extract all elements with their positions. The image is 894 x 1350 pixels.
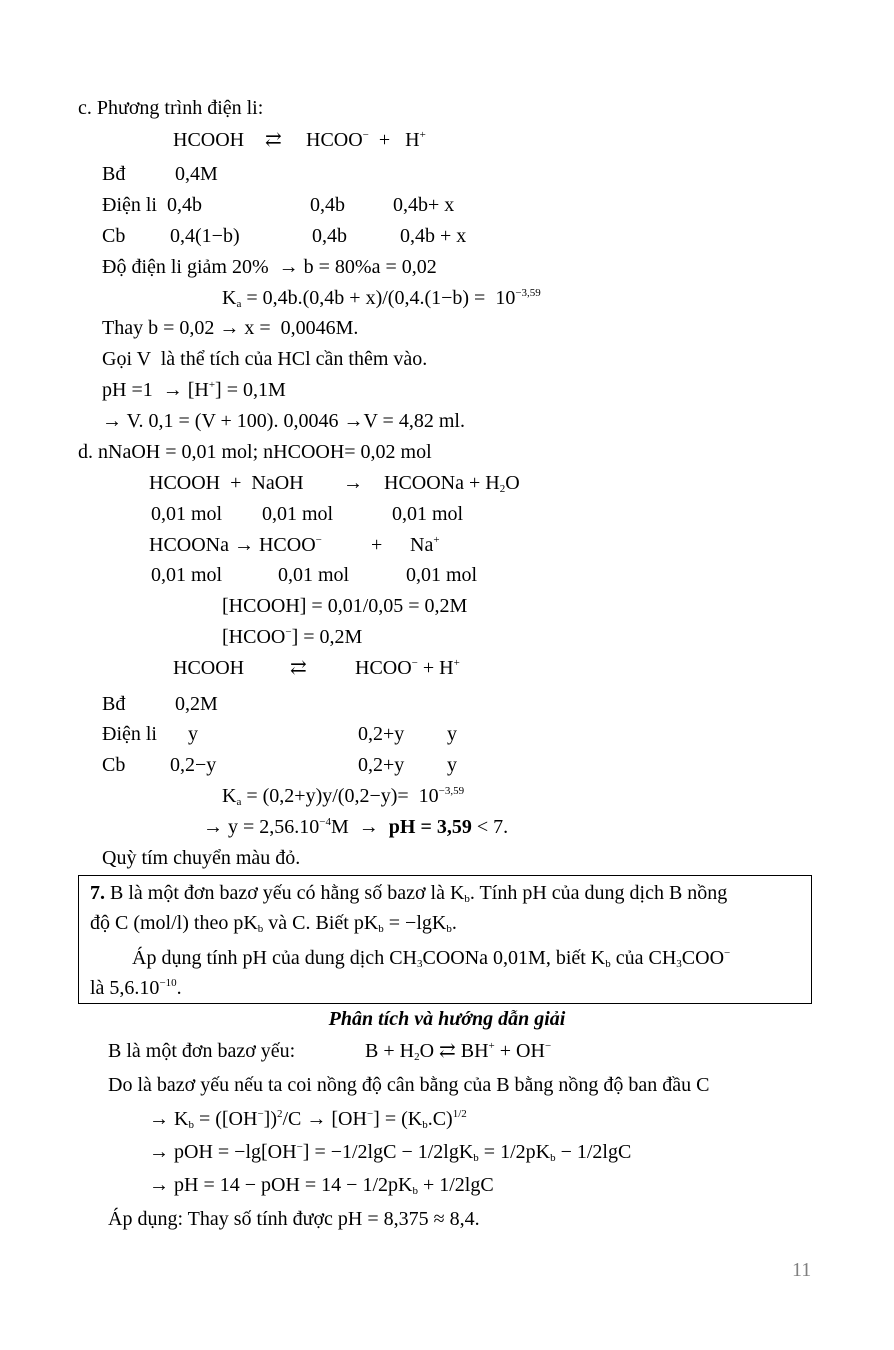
ka-formula: $K_a = (0,2+y)y/(0,2-y)= 10^{-3,59}$ [222,785,465,808]
row-ionized: Điện li 0,4b 0,4b 0,4b+ x [102,194,455,216]
text-line: Áp dụng: Thay số tính được pH = 8,375 ≈ 8,4. [108,1208,480,1230]
ka-formula: $K_a = 0,4b.(0,4b + x)/(0,4.(1-b) = 10^{-3,59}$ [222,287,541,310]
row-ionized: Điện li y 0,2+y y [102,723,457,745]
formula-line: → pOH = $-\lg[OH^-] = -1/2\lg C - 1/2\lg K_b = 1/2pK_b - 1/2\lg C$ [149,1141,632,1164]
part-d-heading: d. nNaOH = 0,01 mol; nHCOOH= 0,02 mol [78,441,432,463]
text-line: Quỳ tím chuyển màu đỏ. [102,847,301,869]
solution-title: Phân tích và hướng dẫn giải [328,1008,566,1030]
row-moles: 0,01 mol 0,01 mol 0,01 mol [151,503,464,525]
formula-line: → $K_b = ([OH^-])^2/C \to [OH^-] = (K_b.C)^{1/2}$ [149,1108,467,1131]
ph-result: → $y = 2,56.10^{-4}M$ → pH = 3,59 < 7. [203,816,509,838]
text-line: Thay b = 0,02 → x = 0,0046M. [102,317,359,339]
problem-7-line: là $5,6.10^{-10}$. [90,977,182,999]
row-initial: Bđ 0,4M [102,163,218,185]
problem-7-line: Áp dụng tính pH của dung dịch $CH_3COONa$ 0,01M, biết $K_b$ của $CH_3COO^-$ [132,947,731,970]
equation-neutralization: HCOOH + NaOH → HCOONa + $H_2O$ [149,472,520,495]
text-line: [HCOOH] = 0,01/0,05 = 0,2M [222,595,468,617]
text-line: Độ điện li giảm 20% → b = 80%a = 0,02 [102,256,437,278]
problem-7-line: 7. B là một đơn bazơ yếu có hằng số bazơ là $K_b$. Tính pH của dung dịch B nồng [90,882,728,905]
text-line: pH =1 → [H+] = 0,1M [102,379,286,401]
part-c-heading: c. Phương trình điện li: [78,97,264,119]
formula-line: → pH = 14 − pOH = $14 - 1/2pK_b + 1/2\lg C$ [149,1174,494,1197]
equation-ionization-2: HCOOH ⇄ HCOO− + H+ [173,657,460,679]
text-line: → V. 0,1 = (V + 100). 0,0046 →V = 4,82 ml. [102,410,465,432]
row-equilibrium: Cb 0,2−y 0,2+y y [102,754,457,776]
equation-dissociation: HCOONa → HCOO− + Na+ [149,534,440,556]
text-line: B là một đơn bazơ yếu: $B + H_2O$ ⇄ BH+ + OH− [108,1040,552,1063]
text-line: Do là bazơ yếu nếu ta coi nồng độ cân bằng của B bằng nồng độ ban đầu C [108,1074,710,1096]
text-line: Gọi V là thể tích của HCl cần thêm vào. [102,348,428,370]
text-line: [HCOO−] = 0,2M [222,626,363,648]
problem-7-line: độ C (mol/l) theo $pK_b$ và C. Biết $pK_b = -\lg K_b$. [90,912,457,935]
page-number: 11 [792,1259,812,1281]
row-initial: Bđ 0,2M [102,693,218,715]
row-moles: 0,01 mol 0,01 mol 0,01 mol [151,564,478,586]
equation-ionization: HCOOH ⇄ HCOO− + H+ [173,129,426,151]
row-equilibrium: Cb 0,4(1−b) 0,4b 0,4b + x [102,225,467,247]
